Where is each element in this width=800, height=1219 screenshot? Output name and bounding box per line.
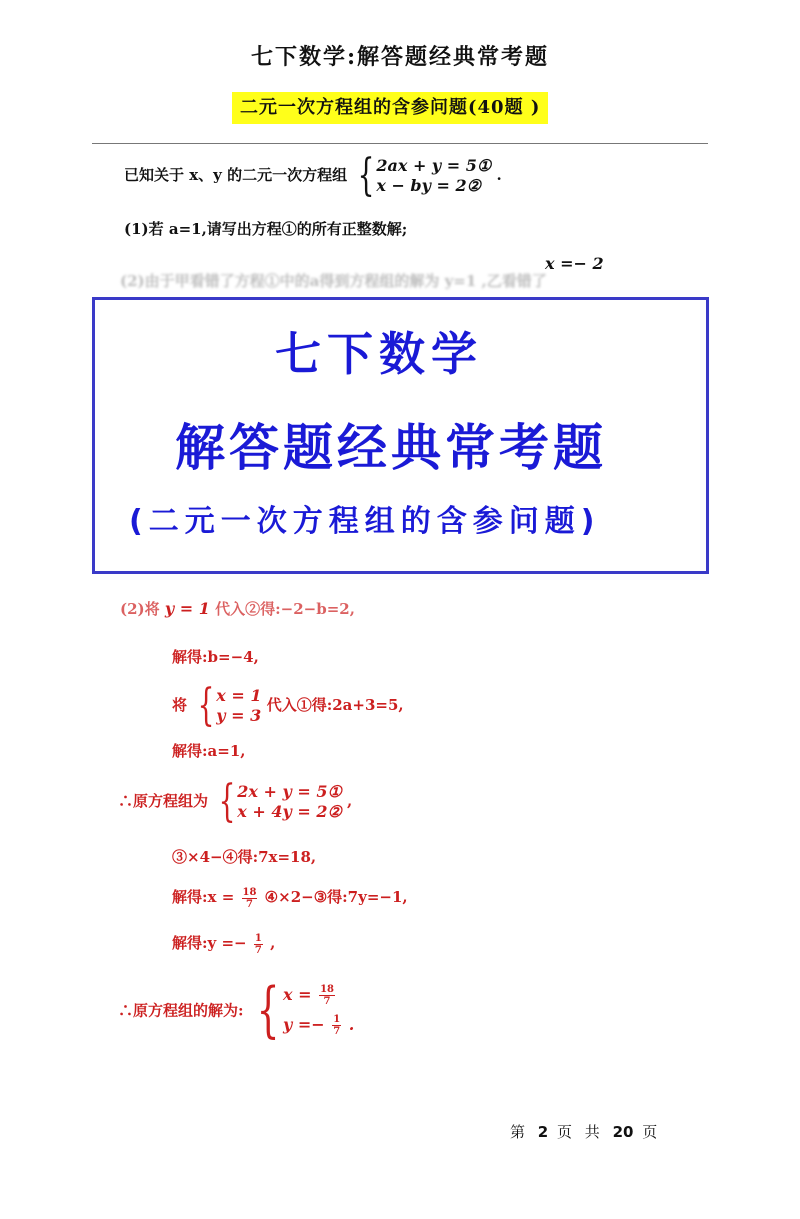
sol-9-x-line — [283, 980, 354, 1010]
sol-1-prefix: (2)将 — [120, 600, 160, 618]
sol-3-system — [192, 680, 262, 731]
sol-5-suffix: , — [347, 792, 353, 810]
period: . — [496, 166, 502, 184]
equation-1: 2ax + y = 5① — [376, 156, 492, 175]
sol-9-x-label: x = — [282, 985, 312, 1004]
promo-overlay-box — [92, 297, 709, 574]
solution-line-4: 解得:a=1, — [172, 742, 246, 760]
sol-3-eq-1: x = 1 — [216, 686, 262, 705]
solution-line-8 — [172, 932, 275, 956]
overlay-line-3: (二元一次方程组的含参问题) — [129, 504, 601, 539]
numerator: 1 — [333, 1014, 341, 1025]
sol-1-suffix: 代入②得:−2−b=2, — [215, 600, 355, 618]
denominator: 7 — [245, 898, 253, 910]
numerator: 1 — [254, 932, 262, 944]
sol-8-prefix: 解得:y =− — [172, 934, 247, 952]
overlay-line-1: 七下数学 — [275, 327, 483, 381]
left-brace-icon: { — [218, 776, 236, 827]
sol-5-eq-1: 2x + y = 5① — [237, 782, 342, 801]
denominator: 7 — [323, 996, 331, 1007]
sol-9-prefix: ∴原方程组的解为: — [118, 1001, 244, 1020]
left-brace-icon: { — [357, 150, 375, 201]
sol-9-y-line — [283, 1010, 354, 1040]
solution-line-2: 解得:b=−4, — [172, 648, 259, 666]
question-intro — [124, 150, 502, 201]
solution-line-5 — [118, 776, 353, 827]
page-footer — [510, 1121, 661, 1142]
sol-1-y-value: y = 1 — [164, 599, 210, 618]
solution-line-6: ③×4−④得:7x=18, — [172, 848, 317, 866]
equation-2: x − by = 2② — [376, 176, 481, 195]
sol-7-suffix: ④×2−③得:7y=−1, — [264, 888, 408, 906]
footer-mid: 页 共 — [557, 1123, 604, 1141]
fraction-18-7 — [242, 887, 258, 910]
current-page-number: 2 — [537, 1123, 549, 1141]
numerator: 18 — [320, 984, 334, 995]
sol-3-eq-2: y = 3 — [216, 706, 262, 725]
fraction-18-7 — [319, 984, 335, 1007]
footer-suffix: 页 — [642, 1123, 662, 1141]
question-intro-text: 已知关于 x、y 的二元一次方程组 — [124, 166, 348, 184]
header-divider — [92, 143, 708, 144]
denominator: 7 — [254, 944, 262, 956]
solution-line-3 — [172, 680, 404, 731]
denominator: 7 — [333, 1026, 341, 1037]
part-2-math-fragment: x =− 2 — [545, 254, 604, 273]
question-part-1: (1)若 a=1,请写出方程①的所有正整数解; — [124, 220, 408, 238]
solution-line-1 — [120, 598, 355, 619]
solution-line-9 — [118, 975, 355, 1045]
period: . — [348, 1015, 355, 1034]
sol-5-eq-2: x + 4y = 2② — [237, 802, 342, 821]
sol-5-system — [213, 776, 342, 827]
sol-3-suffix: 代入①得:2a+3=5, — [266, 696, 404, 714]
sol-5-prefix: ∴原方程组为 — [118, 792, 209, 810]
sol-3-prefix: 将 — [172, 696, 188, 714]
overlay-line-2: 解答题经典常考题 — [175, 419, 607, 477]
sol-9-y-label: y =− — [282, 1015, 325, 1034]
document-subtitle-highlight: 二元一次方程组的含参问题(40题 ) — [232, 92, 548, 124]
document-title: 七下数学:解答题经典常考题 — [250, 44, 550, 70]
left-brace-icon: { — [256, 975, 280, 1045]
left-brace-icon: { — [197, 680, 215, 731]
fraction-1-7 — [254, 933, 263, 956]
question-part-2-faded: (2)由于甲看错了方程①中的a得到方程组的解为 y=1 ,乙看错了 — [120, 272, 547, 290]
total-pages: 20 — [612, 1123, 634, 1141]
footer-prefix: 第 — [510, 1123, 530, 1141]
equation-system — [352, 150, 492, 201]
fraction-1-7 — [332, 1014, 341, 1037]
sol-9-system — [249, 975, 355, 1045]
sol-8-suffix: , — [270, 934, 276, 952]
numerator: 18 — [242, 886, 257, 898]
sol-7-prefix: 解得:x = — [172, 888, 235, 906]
solution-line-7 — [172, 886, 408, 910]
